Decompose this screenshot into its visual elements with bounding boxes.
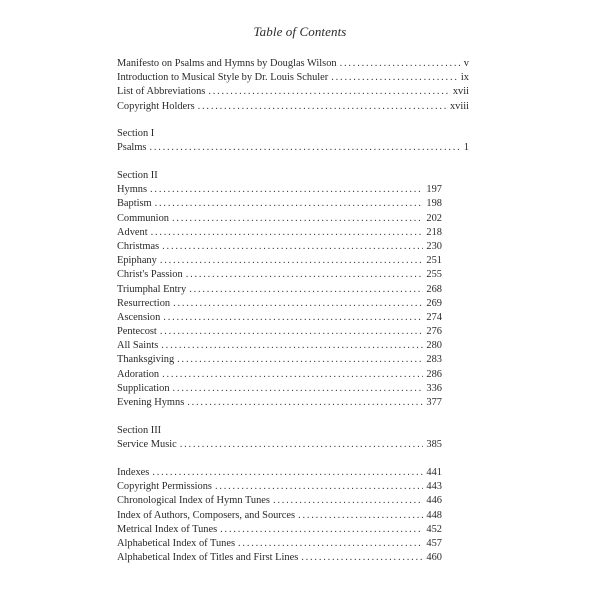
dot-leader: [215, 480, 423, 494]
section-1-entries: [117, 141, 469, 155]
section-2: [117, 169, 469, 410]
toc-entry-title: Alphabetical Index of Titles and First Lines: [117, 552, 299, 564]
toc-entry-page-number: xvii: [452, 86, 469, 98]
toc-entry-page-number: 457: [426, 537, 442, 549]
toc-entry: [117, 523, 442, 537]
dot-leader: [160, 325, 424, 339]
dot-leader: [220, 523, 423, 537]
toc-entry: [117, 466, 442, 480]
front-matter-list: [117, 57, 469, 114]
toc-entry-page-number: 198: [426, 198, 442, 210]
toc-entry: [117, 240, 442, 254]
toc-entry: [117, 325, 442, 339]
toc-entry-page-number: 452: [426, 523, 442, 535]
dot-leader: [198, 100, 447, 114]
toc-entry-title: Communion: [117, 212, 169, 224]
toc-entry: [117, 353, 442, 367]
toc-entry-page-number: 255: [426, 269, 442, 281]
section-heading: Section I: [117, 128, 155, 139]
section-3: [117, 424, 469, 452]
dot-leader: [177, 353, 423, 367]
toc-entry: [117, 57, 469, 71]
toc-entry-title: Baptism: [117, 198, 152, 210]
dot-leader: [152, 466, 423, 480]
toc-entry-page-number: 269: [426, 297, 442, 309]
toc-entry: [117, 283, 442, 297]
dot-leader: [172, 212, 423, 226]
toc-entry-page-number: 441: [426, 467, 442, 478]
toc-entry-page-number: 251: [426, 255, 442, 267]
section-1: [117, 127, 469, 155]
toc-entry-page-number: 1: [463, 142, 469, 154]
toc-entry-title: Evening Hymns: [117, 397, 185, 408]
toc-entry-page-number: v: [463, 58, 469, 69]
toc-entry-title: Christ's Passion: [117, 269, 183, 281]
toc-entry-title: Advent: [117, 226, 148, 238]
toc-entry: [117, 268, 442, 282]
toc-entry-page-number: 443: [426, 481, 442, 493]
toc-entry: [117, 537, 442, 551]
dot-leader: [298, 509, 423, 523]
toc-entry-page-number: 286: [426, 368, 442, 380]
toc-entry-title: Indexes: [117, 467, 150, 478]
dot-leader: [151, 226, 424, 240]
toc-entry: [117, 71, 469, 85]
dot-leader: [161, 339, 423, 353]
dot-leader: [173, 382, 424, 396]
toc-entry: [117, 368, 442, 382]
section-heading: Section III: [117, 425, 162, 436]
toc-entry-title: Christmas: [117, 240, 160, 252]
toc-entry-page-number: 385: [426, 439, 442, 451]
toc-entry-title: Introduction to Musical Style by Dr. Louis Schuler: [117, 72, 329, 84]
toc-entry-title: Ascension: [117, 311, 161, 323]
section-heading: Section II: [117, 170, 158, 181]
toc-entry-title: Supplication: [117, 382, 170, 394]
indexes-list: [117, 466, 469, 565]
section-2-entries: [117, 183, 469, 410]
dot-leader: [301, 551, 423, 565]
toc-entry: [117, 226, 442, 240]
toc-entry: [117, 141, 469, 155]
dot-leader: [186, 268, 424, 282]
toc-entry: [117, 339, 442, 353]
toc-entry-page-number: 197: [426, 184, 442, 196]
toc-entry-title: Psalms: [117, 142, 147, 154]
section-3-entries: [117, 438, 469, 452]
toc-entry-page-number: 274: [426, 311, 442, 323]
toc-entry: [117, 382, 442, 396]
toc-entry-page-number: 280: [426, 340, 442, 352]
toc-entry-title: Alphabetical Index of Tunes: [117, 537, 236, 549]
toc-entry-title: Resurrection: [117, 297, 171, 309]
toc-entry-page-number: 230: [426, 240, 442, 252]
dot-leader: [208, 85, 450, 99]
toc-entry-title: All Saints: [117, 340, 159, 352]
toc-entry: [117, 100, 469, 114]
toc-entry: [117, 197, 442, 211]
toc-entry: [117, 254, 442, 268]
toc-entry-title: Triumphal Entry: [117, 283, 187, 295]
dot-leader: [149, 141, 460, 155]
toc-entry-title: Copyright Permissions: [117, 481, 212, 493]
toc-entry-title: Index of Authors, Composers, and Sources: [117, 509, 296, 521]
toc-entry: [117, 183, 442, 197]
toc-entry-page-number: 377: [426, 397, 442, 408]
dot-leader: [331, 71, 458, 85]
toc-entry-page-number: 276: [426, 326, 442, 338]
toc-entry-title: Copyright Holders: [117, 100, 195, 112]
toc-entry-title: Epiphany: [117, 255, 157, 267]
toc-entry-title: Metrical Index of Tunes: [117, 523, 218, 535]
dot-leader: [162, 368, 423, 382]
toc-entry: [117, 311, 442, 325]
toc-entry-page-number: 268: [426, 283, 442, 295]
toc-entry-page-number: 202: [426, 212, 442, 224]
toc-entry-title: Chronological Index of Hymn Tunes: [117, 495, 270, 507]
toc-entry-title: List of Abbreviations: [117, 86, 206, 98]
dot-leader: [173, 297, 423, 311]
dot-leader: [160, 254, 424, 268]
toc-entry: [117, 297, 442, 311]
dot-leader: [180, 438, 424, 452]
dot-leader: [238, 537, 423, 551]
page-title: Table of Contents: [253, 24, 347, 39]
dot-leader: [340, 57, 461, 71]
dot-leader: [187, 396, 423, 410]
toc-entry-title: Adoration: [117, 368, 160, 380]
toc-entry-page-number: 448: [426, 509, 442, 521]
dot-leader: [273, 494, 423, 508]
toc-entry-page-number: 336: [426, 382, 442, 394]
dot-leader: [155, 197, 424, 211]
dot-leader: [163, 311, 423, 325]
dot-leader: [150, 183, 423, 197]
dot-leader: [189, 283, 423, 297]
toc-entry-page-number: 446: [426, 495, 442, 507]
toc-entry-title: Thanksgiving: [117, 354, 175, 366]
toc-entry: [117, 509, 442, 523]
toc-entry: [117, 480, 442, 494]
toc-entry-page-number: 460: [426, 552, 442, 564]
toc-entry: [117, 494, 442, 508]
toc-entry-title: Pentecost: [117, 326, 157, 338]
toc-entry: [117, 212, 442, 226]
toc-entry-page-number: 218: [426, 226, 442, 238]
toc-entry-page-number: ix: [460, 72, 469, 84]
toc-entry: [117, 438, 442, 452]
dot-leader: [162, 240, 423, 254]
toc-entry-title: Hymns: [117, 184, 148, 196]
toc-entry-title: Service Music: [117, 439, 177, 451]
toc-entry-title: Manifesto on Psalms and Hymns by Douglas Wilson: [117, 58, 337, 69]
toc-entry-page-number: 283: [426, 354, 442, 366]
toc-entry: [117, 396, 442, 410]
toc-entry: [117, 85, 469, 99]
toc-entry-page-number: xviii: [449, 100, 469, 112]
toc-entry: [117, 551, 442, 565]
